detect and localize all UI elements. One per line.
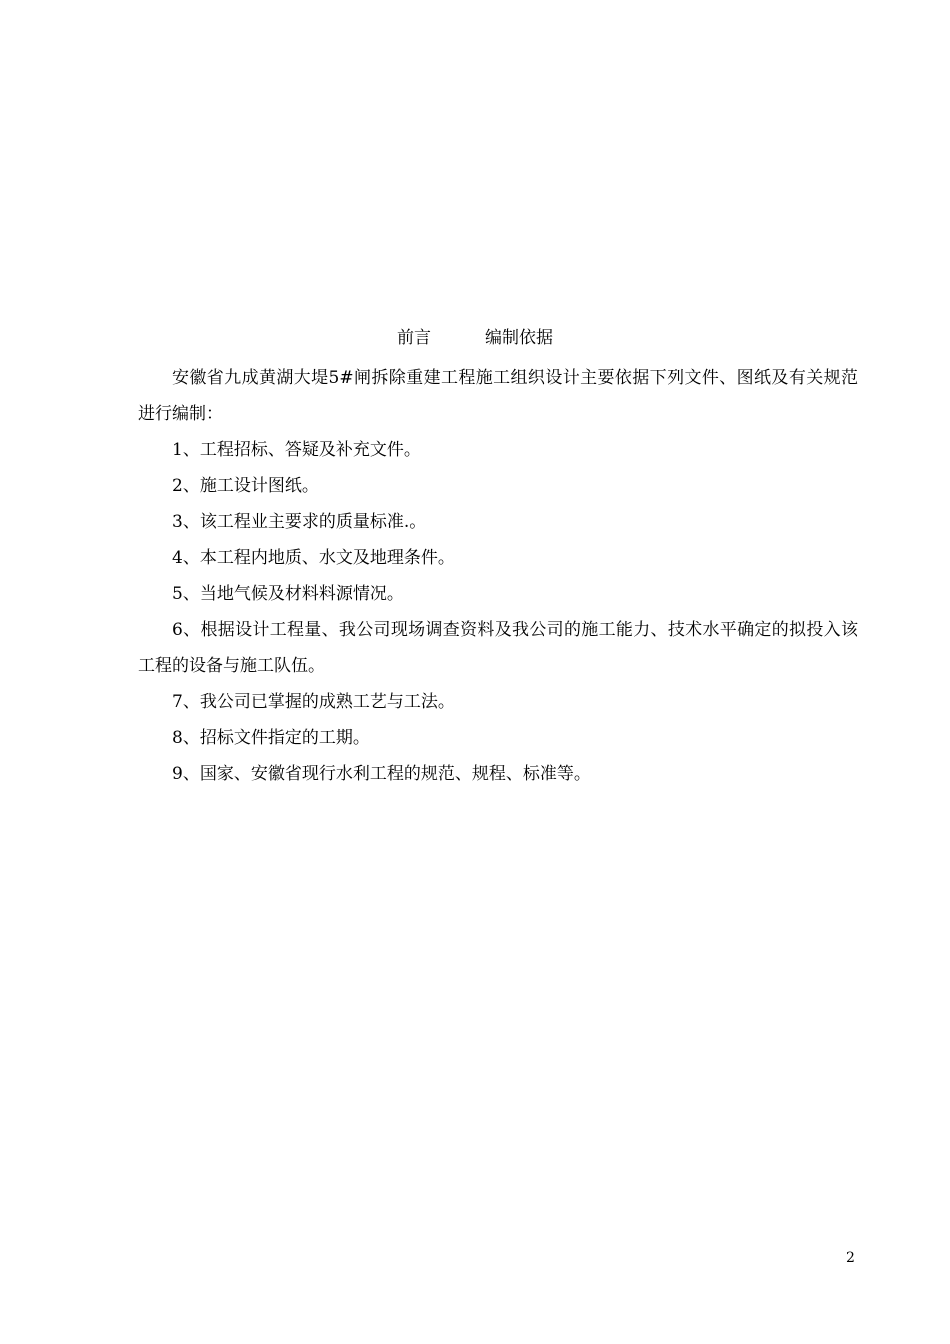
page-number: 2 — [846, 1250, 855, 1266]
list-item-2: 2、施工设计图纸。 — [172, 476, 319, 496]
list-item-9: 9、国家、安徽省现行水利工程的规范、规程、标准等。 — [172, 764, 591, 784]
document-body — [138, 360, 858, 792]
list-item-8: 8、招标文件指定的工期。 — [172, 728, 370, 748]
list-item-6: 6、根据设计工程量、我公司现场调查资料及我公司的施工能力、技术水平确定的拟投入该工程的设备与施工队伍。 — [138, 620, 858, 676]
intro-paragraph: 安徽省九成黄湖大堤5#闸拆除重建工程施工组织设计主要依据下列文件、图纸及有关规范进行编制： — [138, 368, 858, 424]
list-item-7: 7、我公司已掌握的成熟工艺与工法。 — [172, 692, 455, 712]
list-item-1: 1、工程招标、答疑及补充文件。 — [172, 440, 421, 460]
heading-preface: 前言 — [397, 328, 431, 348]
heading-basis: 编制依据 — [485, 328, 553, 348]
section-heading — [0, 326, 950, 350]
list-item-4: 4、本工程内地质、水文及地理条件。 — [172, 548, 455, 568]
list-item-3: 3、该工程业主要求的质量标准.。 — [172, 512, 427, 532]
list-item-5: 5、当地气候及材料料源情况。 — [172, 584, 404, 604]
